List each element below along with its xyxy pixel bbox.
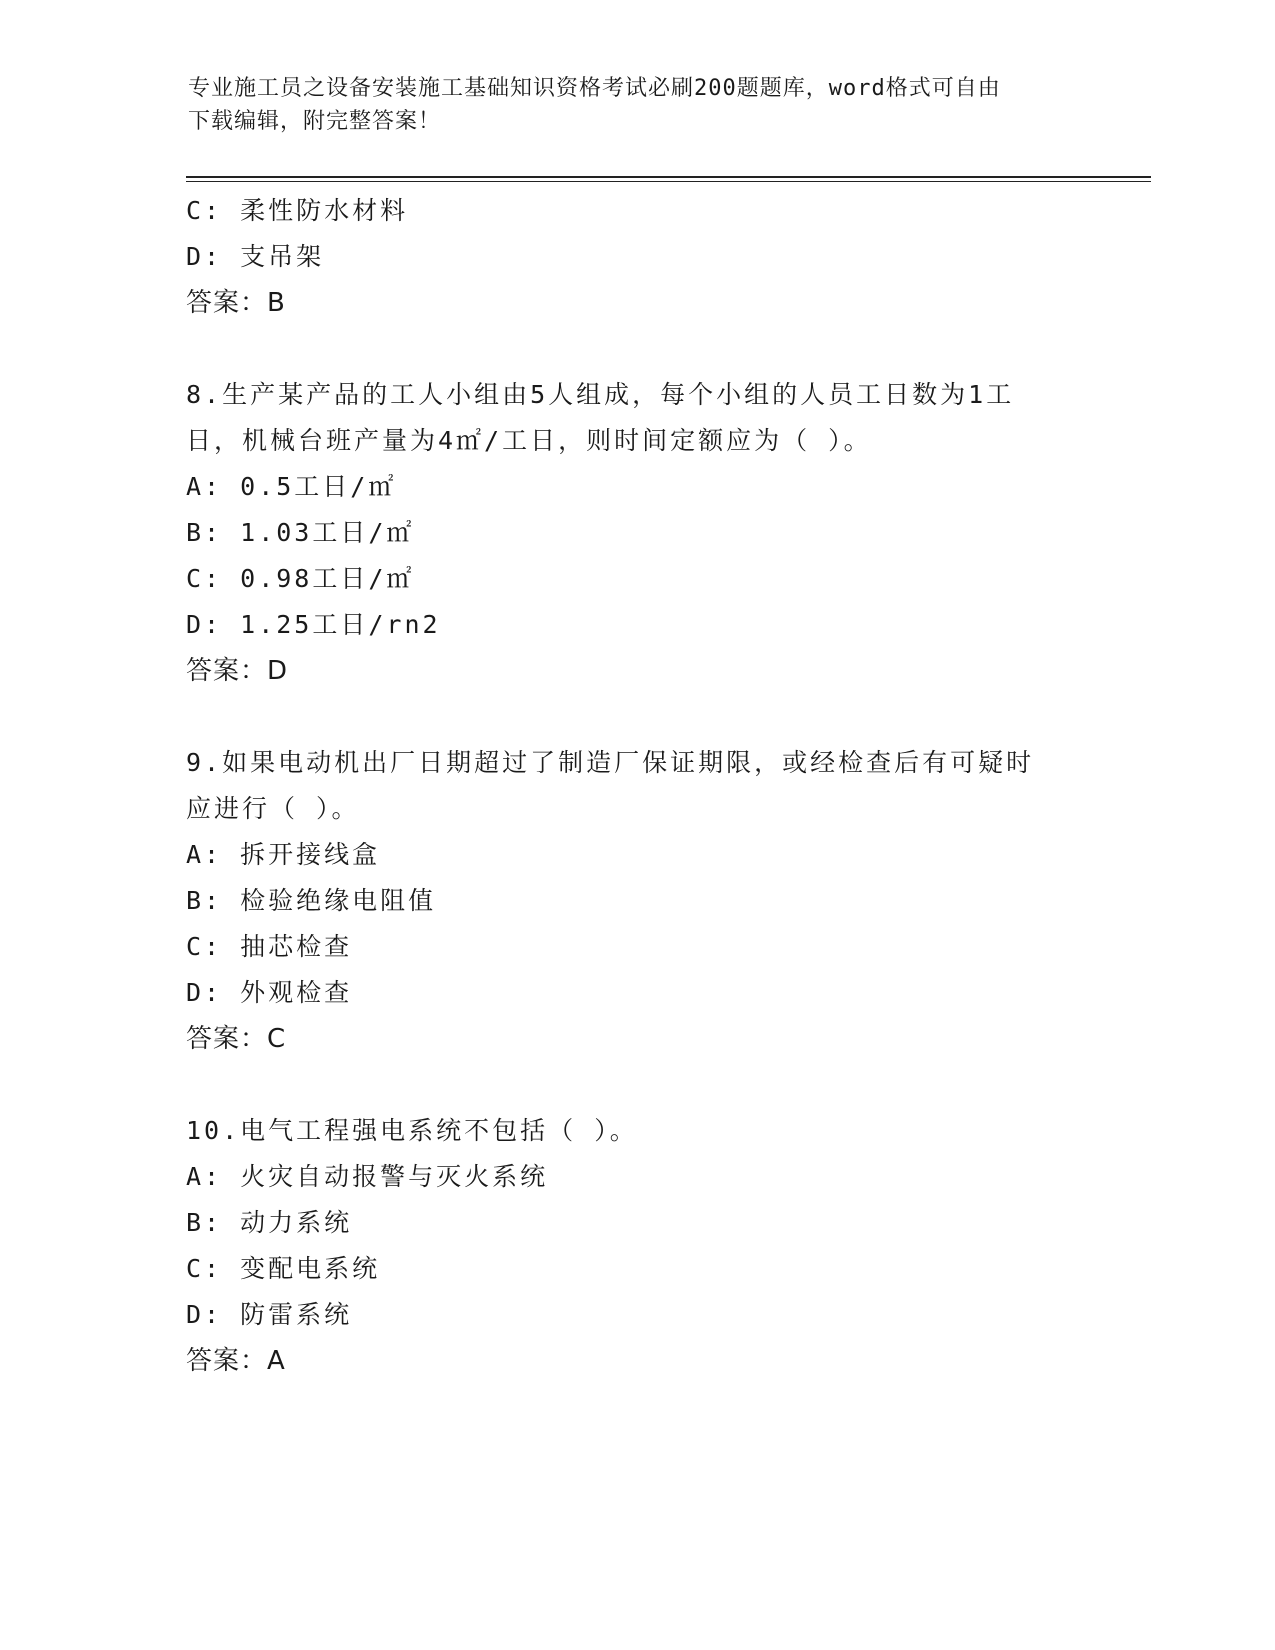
header-rule-thin xyxy=(186,181,1151,182)
question-9 xyxy=(186,740,1086,1062)
header-line-1: 专业施工员之设备安装施工基础知识资格考试必刷200题题库，word格式可自由 xyxy=(188,76,1001,101)
option-c: C: 柔性防水材料 xyxy=(186,196,409,225)
option-d: D: 外观检查 xyxy=(186,978,353,1007)
question-7-continued xyxy=(186,188,1086,326)
question-10 xyxy=(186,1108,1086,1384)
option-a: A: 拆开接线盒 xyxy=(186,840,381,869)
option-d: D: 支吊架 xyxy=(186,242,325,271)
question-text-line: 8.生产某产品的工人小组由5人组成，每个小组的人员工日数为1工 xyxy=(186,380,1015,409)
answer-line: 答案：B xyxy=(186,288,286,318)
option-b: B: 检验绝缘电阻值 xyxy=(186,886,437,915)
question-text-line: 10.电气工程强电系统不包括（ ）。 xyxy=(186,1116,638,1145)
question-8 xyxy=(186,372,1086,694)
option-d: D: 防雷系统 xyxy=(186,1300,353,1329)
question-text-line: 9.如果电动机出厂日期超过了制造厂保证期限，或经检查后有可疑时 xyxy=(186,748,1035,777)
document-header xyxy=(188,72,1088,138)
header-rule-thick xyxy=(186,176,1151,178)
spacer xyxy=(186,694,1086,740)
option-c: C: 抽芯检查 xyxy=(186,932,353,961)
document-body xyxy=(186,188,1086,1384)
spacer xyxy=(186,1062,1086,1108)
question-text-line: 应进行（ ）。 xyxy=(186,794,360,823)
option-d: D: 1.25工日/rn2 xyxy=(186,610,441,639)
option-c: C: 0.98工日/㎡ xyxy=(186,564,415,593)
option-a: A: 0.5工日/㎡ xyxy=(186,472,397,501)
spacer xyxy=(186,326,1086,372)
answer-line: 答案：C xyxy=(186,1024,287,1054)
option-c: C: 变配电系统 xyxy=(186,1254,381,1283)
answer-line: 答案：A xyxy=(186,1346,286,1376)
header-line-2: 下载编辑，附完整答案！ xyxy=(188,109,442,134)
option-b: B: 动力系统 xyxy=(186,1208,353,1237)
option-b: B: 1.03工日/㎡ xyxy=(186,518,415,547)
question-text-line: 日，机械台班产量为4㎡/工日，则时间定额应为（ ）。 xyxy=(186,426,872,455)
option-a: A: 火灾自动报警与灭火系统 xyxy=(186,1162,549,1191)
answer-line: 答案：D xyxy=(186,656,289,686)
